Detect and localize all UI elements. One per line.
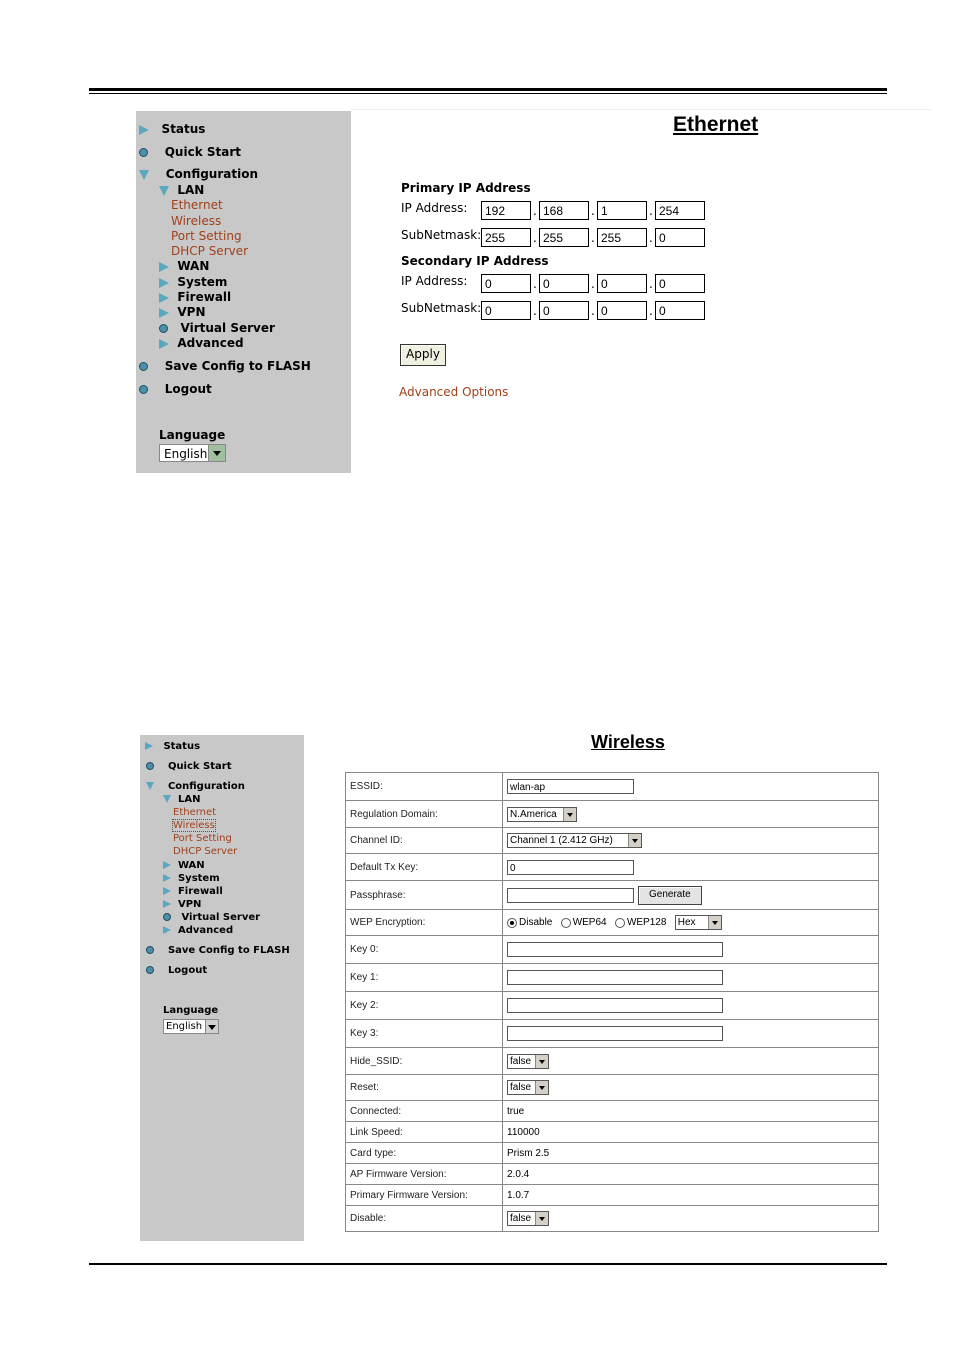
table-row-key1	[346, 964, 879, 992]
key1-input[interactable]	[507, 970, 723, 985]
sidebar-item-save-config[interactable]: Save Config to FLASH	[146, 945, 290, 956]
wireless-settings-table	[345, 772, 879, 1232]
dot-separator: .	[649, 277, 653, 291]
table-row-link-speed	[346, 1122, 879, 1143]
sidebar-item-save-config[interactable]: Save Config to FLASH	[139, 359, 311, 373]
sidebar-item-wan[interactable]: WAN	[159, 259, 209, 273]
arrow-down-icon	[146, 782, 154, 790]
page-title-ethernet: Ethernet	[673, 113, 759, 136]
language-select[interactable]: English	[159, 444, 226, 462]
wep-128-option[interactable]: WEP128	[615, 917, 666, 928]
sidebar-item-configuration[interactable]: Configuration	[146, 781, 245, 792]
table-row-disable	[346, 1206, 879, 1232]
wep-disable-option[interactable]: Disable	[507, 917, 552, 928]
tx-key-input[interactable]: 0	[507, 860, 634, 875]
secondary-ip-octet-2[interactable]: 0	[539, 274, 589, 293]
sidebar-link-port-setting[interactable]: Port Setting	[171, 229, 242, 243]
sidebar-item-system[interactable]: System	[163, 873, 220, 884]
chevron-down-icon	[205, 1020, 218, 1033]
sidebar-item-firewall[interactable]: Firewall	[159, 290, 231, 304]
chevron-down-icon	[628, 834, 641, 847]
secondary-ip-octet-1[interactable]: 0	[481, 274, 531, 293]
passphrase-input[interactable]	[507, 888, 634, 903]
sidebar-ethernet	[136, 111, 351, 473]
chevron-down-icon	[535, 1212, 548, 1225]
key3-input[interactable]	[507, 1026, 723, 1041]
dot-separator: .	[591, 304, 595, 318]
sidebar-link-wireless[interactable]: Wireless	[171, 214, 222, 228]
table-row-wep	[346, 910, 879, 936]
table-row-ap-firmware	[346, 1164, 879, 1185]
bullet-icon	[146, 966, 154, 974]
hide-ssid-select[interactable]: false	[507, 1054, 549, 1069]
sidebar-link-dhcp-server[interactable]: DHCP Server	[171, 244, 249, 258]
reset-label: Reset:	[346, 1075, 503, 1101]
ap-firmware-value: 2.0.4	[503, 1164, 879, 1185]
top-rule-thin	[89, 93, 887, 94]
key2-label: Key 2:	[346, 992, 503, 1020]
secondary-mask-octet-3[interactable]: 0	[597, 301, 647, 320]
essid-label: ESSID:	[346, 773, 503, 801]
sidebar-item-configuration[interactable]: Configuration	[139, 167, 258, 181]
primary-ip-octet-3[interactable]: 1	[597, 201, 647, 220]
sidebar-link-ethernet[interactable]: Ethernet	[173, 807, 217, 818]
sidebar-link-ethernet[interactable]: Ethernet	[171, 198, 223, 212]
top-rule-thick	[89, 88, 887, 91]
sidebar-link-wireless[interactable]: Wireless	[173, 820, 215, 831]
primary-mask-octet-3[interactable]: 255	[597, 228, 647, 247]
table-row-reset	[346, 1075, 879, 1101]
link-speed-value: 110000	[503, 1122, 879, 1143]
sidebar-item-vpn[interactable]: VPN	[159, 305, 205, 319]
dot-separator: .	[649, 231, 653, 245]
arrow-right-icon	[163, 887, 171, 895]
chevron-down-icon	[535, 1081, 548, 1094]
chevron-down-icon	[535, 1055, 548, 1068]
primary-firmware-value: 1.0.7	[503, 1185, 879, 1206]
key1-label: Key 1:	[346, 964, 503, 992]
hide-ssid-label: Hide_SSID:	[346, 1048, 503, 1075]
reset-select[interactable]: false	[507, 1080, 549, 1095]
secondary-mask-octet-1[interactable]: 0	[481, 301, 531, 320]
advanced-options-link[interactable]: Advanced Options	[399, 385, 509, 399]
dot-separator: .	[533, 277, 537, 291]
apply-button[interactable]: Apply	[400, 344, 446, 366]
primary-heading: Primary IP Address	[401, 181, 531, 195]
key0-label: Key 0:	[346, 936, 503, 964]
link-speed-label: Link Speed:	[346, 1122, 503, 1143]
title-rule	[351, 109, 931, 110]
secondary-mask-label: SubNetmask:	[401, 301, 482, 315]
table-row-card-type	[346, 1143, 879, 1164]
table-row-tx-key	[346, 854, 879, 881]
page-title-wireless: Wireless	[591, 732, 665, 752]
tx-key-label: Default Tx Key:	[346, 854, 503, 881]
primary-ip-octet-4[interactable]: 254	[655, 201, 705, 220]
chevron-down-icon	[708, 916, 721, 929]
table-row-key0	[346, 936, 879, 964]
bullet-icon	[146, 946, 154, 954]
arrow-right-icon	[159, 262, 169, 272]
language-label: Language	[163, 1005, 219, 1016]
primary-ip-octet-1[interactable]: 192	[481, 201, 531, 220]
radio-icon	[615, 918, 625, 928]
arrow-right-icon	[145, 742, 153, 750]
primary-mask-label: SubNetmask:	[401, 228, 482, 242]
table-row-primary-firmware	[346, 1185, 879, 1206]
disable-label: Disable:	[346, 1206, 503, 1232]
channel-select[interactable]: Channel 1 (2.412 GHz)	[507, 833, 642, 848]
table-row-channel	[346, 828, 879, 854]
arrow-down-icon	[159, 186, 169, 196]
arrow-right-icon	[159, 308, 169, 318]
passphrase-label: Passphrase:	[346, 881, 503, 910]
sidebar-item-logout[interactable]: Logout	[146, 965, 207, 976]
key2-input[interactable]	[507, 998, 723, 1013]
channel-label: Channel ID:	[346, 828, 503, 854]
sidebar-item-status[interactable]: Status	[139, 122, 205, 136]
dot-separator: .	[591, 231, 595, 245]
sidebar-item-status[interactable]: Status	[145, 741, 200, 752]
arrow-right-icon	[163, 900, 171, 908]
wep-64-option[interactable]: WEP64	[561, 917, 607, 928]
chevron-down-icon	[563, 808, 576, 821]
card-type-label: Card type:	[346, 1143, 503, 1164]
arrow-right-icon	[159, 293, 169, 303]
secondary-mask-octet-2[interactable]: 0	[539, 301, 589, 320]
bottom-rule	[89, 1263, 887, 1265]
dot-separator: .	[533, 304, 537, 318]
bullet-icon	[146, 762, 154, 770]
sidebar-item-logout[interactable]: Logout	[139, 382, 212, 396]
language-select[interactable]: English	[163, 1019, 219, 1034]
table-row-connected	[346, 1101, 879, 1122]
arrow-right-icon	[159, 278, 169, 288]
sidebar-item-firewall[interactable]: Firewall	[163, 886, 223, 897]
secondary-heading: Secondary IP Address	[401, 254, 549, 268]
connected-value: true	[503, 1101, 879, 1122]
secondary-ip-label: IP Address:	[401, 274, 468, 288]
sidebar-item-lan[interactable]: LAN	[163, 794, 200, 805]
language-label: Language	[159, 428, 226, 442]
sidebar-item-wan[interactable]: WAN	[163, 860, 205, 871]
disable-select[interactable]: false	[507, 1211, 549, 1226]
sidebar-item-advanced[interactable]: Advanced	[159, 336, 244, 350]
table-row-hide-ssid	[346, 1048, 879, 1075]
card-type-value: Prism 2.5	[503, 1143, 879, 1164]
bullet-icon	[139, 385, 148, 394]
sidebar-item-virtual-server[interactable]: Virtual Server	[159, 321, 275, 335]
secondary-ip-octet-3[interactable]: 0	[597, 274, 647, 293]
secondary-mask-octet-4[interactable]: 0	[655, 301, 705, 320]
dot-separator: .	[591, 204, 595, 218]
sidebar-link-port-setting[interactable]: Port Setting	[173, 833, 232, 844]
arrow-right-icon	[139, 125, 149, 135]
key-format-select[interactable]: Hex	[675, 915, 722, 930]
wep-label: WEP Encryption:	[346, 910, 503, 936]
table-row-key2	[346, 992, 879, 1020]
arrow-right-icon	[163, 926, 171, 934]
radio-icon	[561, 918, 571, 928]
dot-separator: .	[533, 204, 537, 218]
radio-selected-icon	[507, 918, 517, 928]
sidebar-item-system[interactable]: System	[159, 275, 227, 289]
table-row-essid	[346, 773, 879, 801]
primary-ip-octet-2[interactable]: 168	[539, 201, 589, 220]
sidebar-item-quick-start[interactable]: Quick Start	[146, 761, 232, 772]
sidebar-item-vpn[interactable]: VPN	[163, 899, 201, 910]
key0-input[interactable]	[507, 942, 723, 957]
dot-separator: .	[649, 204, 653, 218]
ap-firmware-label: AP Firmware Version:	[346, 1164, 503, 1185]
arrow-right-icon	[159, 339, 169, 349]
bullet-icon	[139, 362, 148, 371]
bullet-icon	[163, 913, 171, 921]
arrow-right-icon	[163, 874, 171, 882]
bullet-icon	[159, 324, 168, 333]
table-row-passphrase	[346, 881, 879, 910]
primary-mask-octet-2[interactable]: 255	[539, 228, 589, 247]
sidebar-item-virtual-server[interactable]: Virtual Server	[163, 912, 260, 923]
arrow-down-icon	[163, 795, 171, 803]
sidebar-item-advanced[interactable]: Advanced	[163, 925, 233, 936]
sidebar-wireless	[140, 735, 304, 1241]
sidebar-link-dhcp-server[interactable]: DHCP Server	[173, 846, 238, 857]
primary-firmware-label: Primary Firmware Version:	[346, 1185, 503, 1206]
primary-mask-octet-1[interactable]: 255	[481, 228, 531, 247]
sidebar-item-lan[interactable]: LAN	[159, 183, 204, 197]
dot-separator: .	[591, 277, 595, 291]
primary-ip-label: IP Address:	[401, 201, 468, 215]
connected-label: Connected:	[346, 1101, 503, 1122]
primary-mask-octet-4[interactable]: 0	[655, 228, 705, 247]
sidebar-item-quick-start[interactable]: Quick Start	[139, 145, 241, 159]
chevron-down-icon	[208, 445, 225, 461]
key3-label: Key 3:	[346, 1020, 503, 1048]
regulation-select[interactable]: N.America	[507, 807, 577, 822]
arrow-right-icon	[163, 861, 171, 869]
essid-input[interactable]: wlan-ap	[507, 779, 634, 794]
regulation-label: Regulation Domain:	[346, 801, 503, 828]
table-row-regulation	[346, 801, 879, 828]
table-row-key3	[346, 1020, 879, 1048]
dot-separator: .	[649, 304, 653, 318]
dot-separator: .	[533, 231, 537, 245]
secondary-ip-octet-4[interactable]: 0	[655, 274, 705, 293]
generate-button[interactable]: Generate	[638, 886, 702, 905]
bullet-icon	[139, 148, 148, 157]
arrow-down-icon	[139, 170, 149, 180]
